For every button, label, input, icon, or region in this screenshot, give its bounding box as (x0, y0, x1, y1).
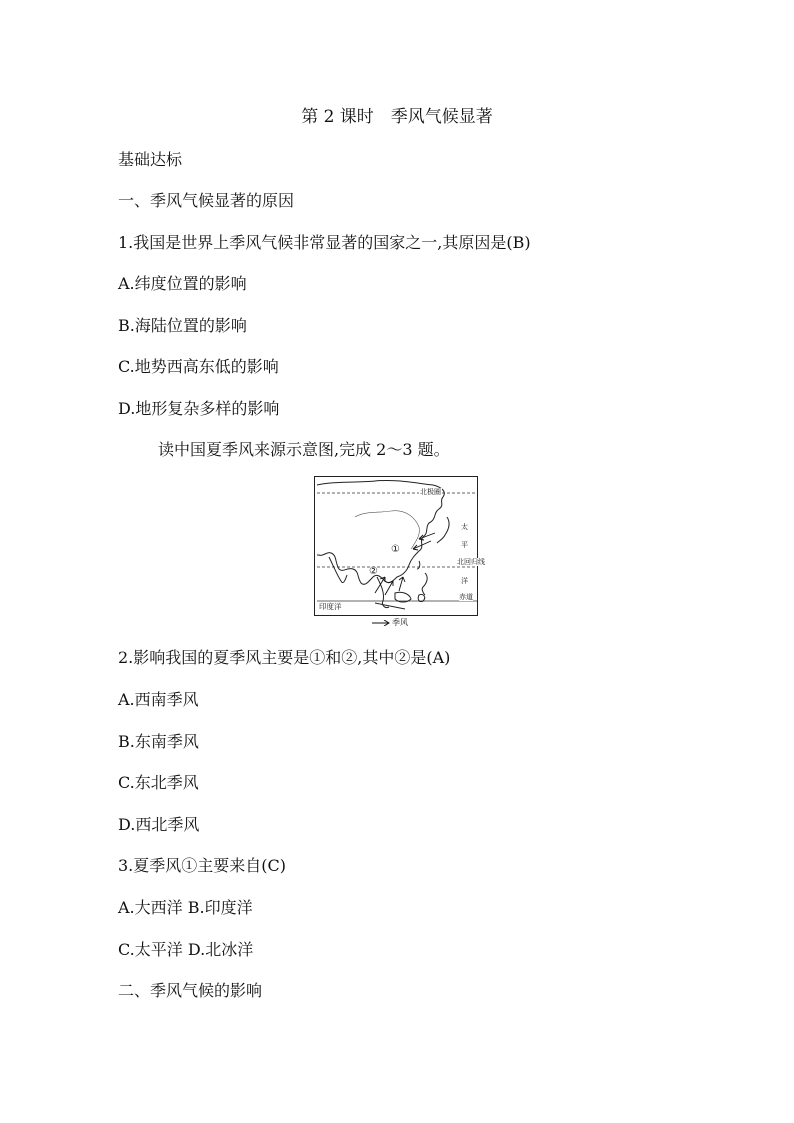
q3-stem: 3.夏季风①主要来自(C) (118, 856, 286, 875)
heading-1: 一、季风气候显著的原因 (118, 191, 295, 210)
legend-label: 季风 (392, 618, 408, 627)
page-title: 第 2 课时 季风气候显著 (301, 107, 493, 127)
label-marker-2: ② (369, 566, 378, 577)
heading-2: 二、季风气候的影响 (118, 981, 263, 1000)
borneo-outline (395, 592, 411, 602)
map-legend (372, 618, 408, 628)
q1-option-c: C.地势西高东低的影响 (118, 357, 279, 376)
monsoon-map-figure (314, 476, 485, 632)
label-tropic: 北回归线 (457, 558, 485, 566)
malay-outline (377, 577, 389, 608)
q1-option-b: B.海陆位置的影响 (118, 316, 247, 335)
q1-option-a: A.纬度位置的影响 (118, 274, 247, 293)
legend-arrow-icon (372, 620, 390, 626)
philippines-outline (422, 573, 427, 595)
monsoon-arrow-sw-1 (375, 577, 385, 593)
java-outline (375, 603, 405, 609)
asia-outline (317, 480, 444, 584)
q3-options-cd: C.太平洋 D.北冰洋 (118, 940, 254, 959)
q2-option-c: C.东北季风 (118, 773, 199, 792)
label-indian-ocean: 印度洋 (319, 602, 342, 611)
label-pacific-1: 太 (461, 523, 468, 531)
q2-option-a: A.西南季风 (118, 690, 199, 709)
q1-stem: 1.我国是世界上季风气候非常显著的国家之一,其原因是(B) (118, 233, 531, 252)
monsoon-map (314, 476, 485, 616)
q2-option-b: B.东南季风 (118, 732, 199, 751)
label-equator: 赤道 (459, 593, 473, 601)
taiwan-outline (417, 561, 420, 569)
q2-option-d: D.西北季风 (118, 815, 200, 834)
japan-outline (437, 517, 449, 543)
q3-options-ab: A.大西洋 B.印度洋 (118, 898, 253, 917)
section-basic: 基础达标 (118, 150, 183, 169)
label-pacific-2: 平 (461, 541, 468, 549)
sulawesi-outline (418, 594, 424, 601)
label-marker-1: ① (391, 544, 400, 555)
label-pacific-3: 洋 (461, 577, 468, 585)
q1-option-d: D.地形复杂多样的影响 (118, 399, 280, 418)
reading-intro: 读中国夏季风来源示意图,完成 2～3 题。 (158, 440, 450, 459)
label-arctic-circle: 北极圈 (420, 488, 441, 496)
q2-stem: 2.影响我国的夏季风主要是①和②,其中②是(A) (118, 648, 451, 667)
china-border (355, 511, 419, 549)
